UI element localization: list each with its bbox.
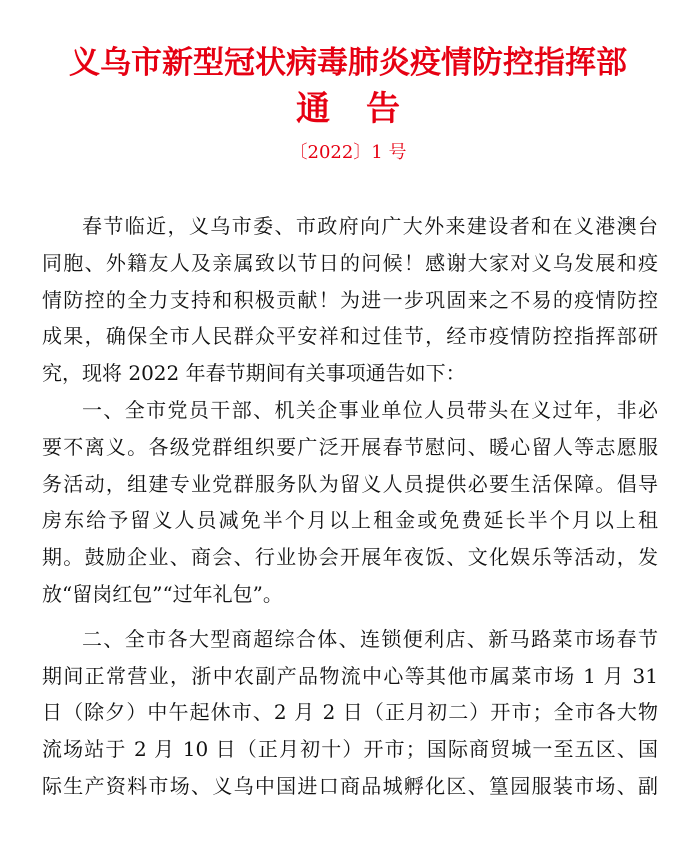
text-line: 期间正常营业，浙中农副产品物流中心等其他市属菜市场 1 月 31 <box>42 663 658 688</box>
text-line: 务活动，组建专业党群服务队为留义人员提供必要生活保障。倡导 <box>42 471 658 496</box>
text-line: 同胞、外籍友人及亲属致以节日的问候！感谢大家对义乌发展和疫 <box>42 250 658 275</box>
text-line: 房东给予留义人员减免半个月以上租金或免费延长半个月以上租 <box>42 508 658 533</box>
document-body <box>42 208 658 805</box>
text-line: 一、全市党员干部、机关企事业单位人员带头在义过年，非必 <box>82 397 658 422</box>
text-line: 究，现将 2022 年春节期间有关事项通告如下： <box>42 361 466 386</box>
text-line: 期。鼓励企业、商会、行业协会开展年夜饭、文化娱乐等活动，发 <box>42 545 658 570</box>
text-line: 二、全市各大型商超综合体、连锁便利店、新马路菜市场春节 <box>82 626 658 651</box>
paragraph-gap <box>42 613 658 621</box>
text-line: 放“留岗红包”“过年礼包”。 <box>42 581 283 606</box>
document-number: 〔2022〕1 号 <box>289 142 407 163</box>
text-line: 际生产资料市场、义乌中国进口商品城孵化区、篁园服装市场、副 <box>42 773 658 798</box>
text-line: 要不离义。各级党群组织要广泛开展春节慰问、暖心留人等志愿服 <box>42 434 658 459</box>
text-line: 日（除夕）中午起休市、2 月 2 日（正月初二）开市；全市各大物 <box>42 700 658 725</box>
text-line: 情防控的全力支持和积极贡献！为进一步巩固来之不易的疫情防控 <box>42 287 658 312</box>
document-title: 义乌市新型冠状病毒肺炎疫情防控指挥部 <box>69 45 627 81</box>
text-line: 成果，确保全市人民群众平安祥和过佳节，经市疫情防控指挥部研 <box>42 324 658 349</box>
document-subtitle: 通告 <box>296 89 436 129</box>
text-line: 春节临近，义乌市委、市政府向广大外来建设者和在义港澳台 <box>82 214 658 238</box>
text-line: 流场站于 2 月 10 日（正月初十）开市；国际商贸城一至五区、国 <box>42 737 658 762</box>
